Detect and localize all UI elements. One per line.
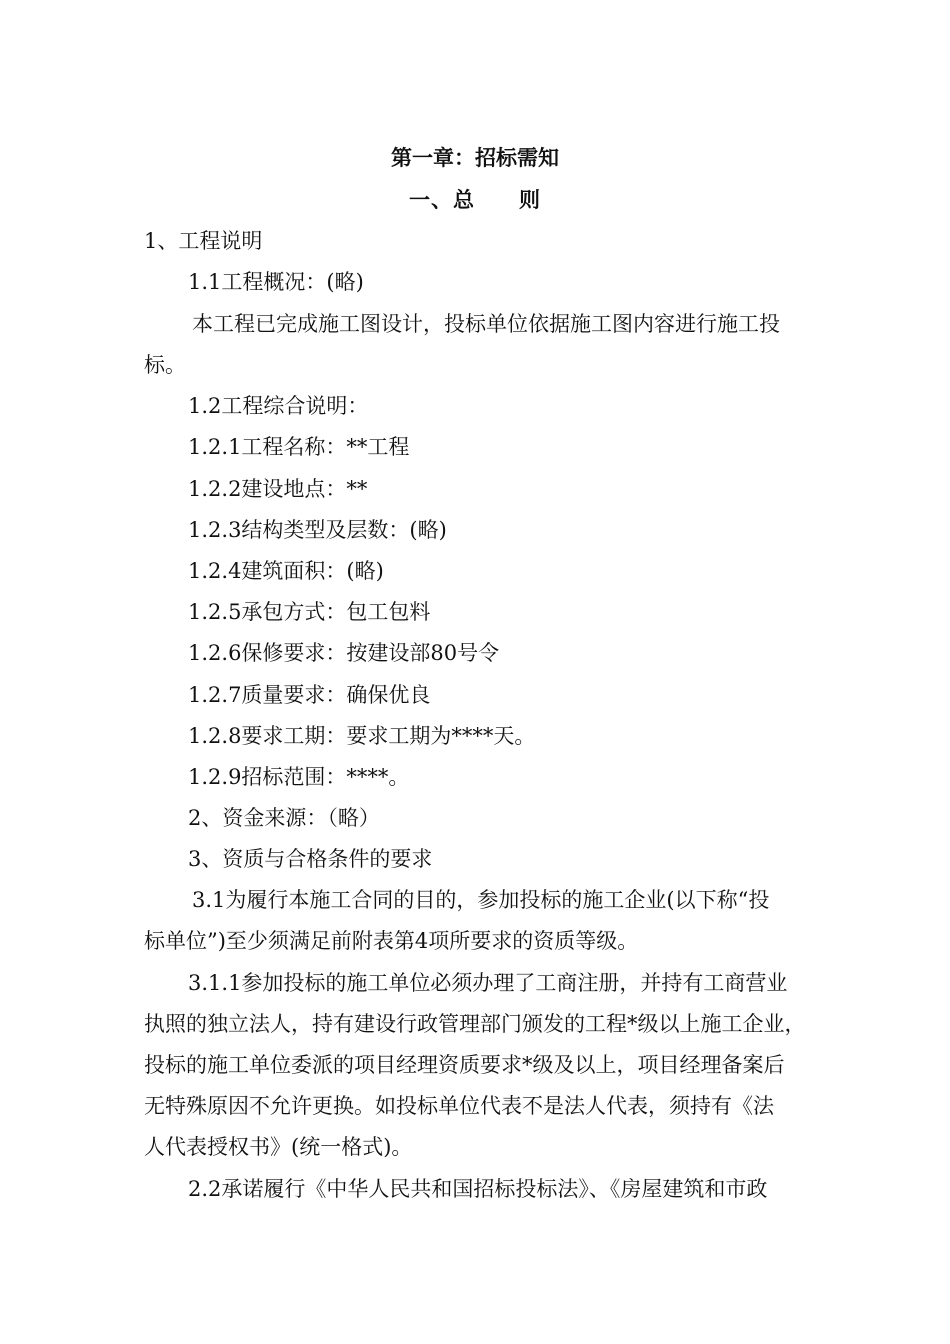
paragraph-line: 无特殊原因不允许更换。如投标单位代表不是法人代表，须持有《法	[144, 1094, 774, 1118]
paragraph-line: 1.2.3结构类型及层数：(略)	[188, 518, 447, 542]
paragraph-line: 1.2.7质量要求：确保优良	[188, 683, 431, 707]
paragraph-line: 执照的独立法人，持有建设行政管理部门颁发的工程*级以上施工企业，	[144, 1012, 806, 1036]
paragraph-line: 1.1工程概况：(略)	[188, 270, 364, 294]
paragraph-line: 3、资质与合格条件的要求	[188, 847, 433, 871]
paragraph-line: 本工程已完成施工图设计，投标单位依据施工图内容进行施工投	[192, 312, 780, 336]
paragraph-line: 2.2承诺履行《中华人民共和国招标投标法》、《房屋建筑和市政	[188, 1177, 768, 1201]
paragraph-line: 1.2.4建筑面积：(略)	[188, 559, 384, 583]
paragraph-line: 标单位”)至少须满足前附表第4项所要求的资质等级。	[144, 929, 639, 953]
paragraph-line: 3.1.1参加投标的施工单位必须办理了工商注册，并持有工商营业	[188, 971, 788, 995]
paragraph-line: 1.2.2建设地点：**	[188, 477, 368, 501]
paragraph-line: 1.2.9招标范围：****。	[188, 765, 410, 789]
paragraph-line: 1.2.1工程名称：**工程	[188, 435, 410, 459]
paragraph-line: 1.2.5承包方式：包工包料	[188, 600, 431, 624]
paragraph-line: 投标的施工单位委派的项目经理资质要求*级及以上，项目经理备案后	[144, 1053, 785, 1077]
paragraph-line: 标。	[144, 353, 186, 377]
paragraph-line: 1、工程说明	[144, 229, 263, 253]
paragraph-line: 1.2工程综合说明：	[188, 394, 369, 418]
paragraph-line: 人代表授权书》(统一格式)。	[144, 1135, 413, 1159]
paragraph-line: 1.2.6保修要求：按建设部80号令	[188, 641, 500, 665]
chapter-title: 第一章：招标需知	[391, 145, 559, 170]
paragraph-line: 2、资金来源：（略）	[188, 806, 380, 830]
paragraph-line: 3.1为履行本施工合同的目的，参加投标的施工企业(以下称“投	[192, 888, 770, 912]
section-title: 一、总 则	[409, 187, 541, 212]
paragraph-line: 1.2.8要求工期：要求工期为****天。	[188, 724, 536, 748]
